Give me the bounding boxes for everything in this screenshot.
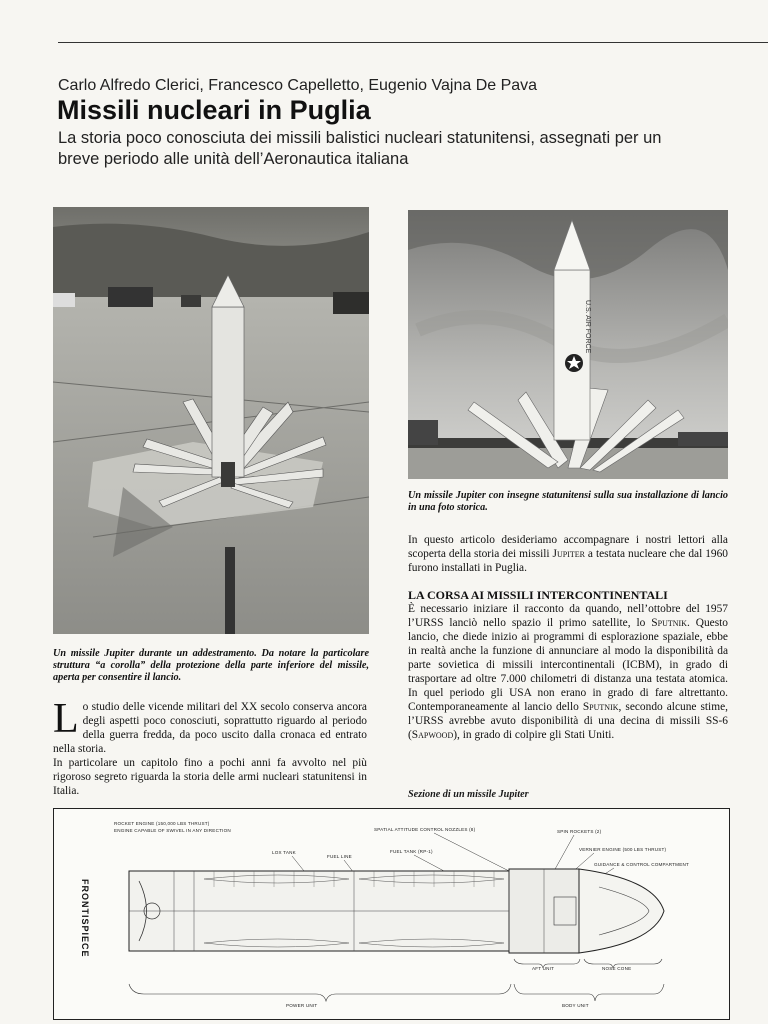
intro-paragraph [53, 696, 367, 756]
section-heading: LA CORSA AI MISSILI INTERCONTINENTALI [408, 588, 668, 602]
label-fuel-line: FUEL LINE [327, 854, 352, 859]
missile-cutaway-body [129, 869, 664, 953]
photo-jupiter-us-insignia [408, 210, 728, 479]
article-intro-text-a: In questo articolo desideriamo accompagnare i nostri lettori alla scoperta della storia dei missili [408, 534, 728, 560]
label-vernier-engine: VERNIER ENGINE (500 LBS THRUST) [579, 847, 667, 852]
frontispiece-label: FRONTISPIECE [80, 879, 90, 958]
label-nose-cone: NOSE CONE [602, 966, 632, 971]
photo1-caption: Un missile Jupiter durante un addestramento. Da notare la particolare struttura “a corolla” della protezione della parte inferiore del missile, aperta per consentire il lancio. [53, 648, 369, 683]
left-column [53, 696, 367, 798]
section-body-a: È necessario iniziare il racconto da quando, nell’ottobre del 1957 l’URSS lanciò nello spazio il primo satellite, lo [408, 603, 728, 629]
label-aft-unit: AFT UNIT [532, 966, 555, 971]
diagram-caption: Sezione di un missile Jupiter [408, 789, 529, 800]
section-body [408, 602, 728, 742]
section-body-b: . Questo lancio, che diede inizio ai programmi di esplorazione spaziale, ebbe in realtà anche la funzione di annunciare al modo la disponibilità da parte sovietica di missili intercontinentali (ICBM), in grado di trasportare ad oltre 7.000 chilometri di distanza una testata atomica. In quel periodo gli USA non erano in grado di fare altrettanto. Contemporaneamente al lancio dello [408, 617, 729, 713]
section-body-d: ), in grado di colpire gli Stati Uniti. [453, 729, 615, 741]
sputnik-smallcaps-2: Sputnik [582, 701, 619, 713]
sapwood-smallcaps: Sapwood [411, 729, 454, 741]
intro-paragraph-text: o studio delle vicende militari del XX secolo conserva ancora degli aspetti poco conosciuti, soprattutto riguardo al periodo della guerra fredda, da poco uscito dalla cronaca ed entrato nella storia. [53, 701, 367, 755]
label-spin-rockets: SPIN ROCKETS (2) [557, 829, 602, 834]
jupiter-cutaway-diagram [53, 808, 730, 1020]
section-body-c: , secondo alcune stime, l’URSS avrebbe avuto disponibilità di una decina di missili SS-6 ( [408, 701, 728, 741]
label-spatial-attitude: SPATIAL ATTITUDE CONTROL NOZZLES (8) [374, 827, 476, 832]
photo2-caption: Un missile Jupiter con insegne statunitensi sulla sua installazione di lancio in una foto storica. [408, 490, 728, 513]
label-lox-tank: LOX TANK [272, 850, 296, 855]
article-subtitle: La storia poco conosciuta dei missili balistici nucleari statunitensi, assegnati per un breve periodo alle unità dell’Aeronautica italiana [58, 129, 662, 168]
top-rule [58, 42, 768, 43]
label-engine-swivel: ENGINE CAPABLE OF SWIVEL IN ANY DIRECTION [114, 828, 231, 833]
photo-jupiter-training [53, 207, 369, 634]
right-column [408, 533, 728, 742]
label-fuel-tank: FUEL TANK (RP-1) [390, 849, 433, 854]
sputnik-smallcaps-1: Sputnik [651, 617, 687, 629]
label-power-unit: POWER UNIT [286, 1003, 318, 1008]
missile-marking-text: U.S. AIR FORCE [584, 300, 591, 354]
label-body-unit: BODY UNIT [562, 1003, 589, 1008]
label-guidance: GUIDANCE & CONTROL COMPARTMENT [594, 862, 689, 867]
label-rocket-engine: ROCKET ENGINE (150,000 LBS THRUST) [114, 821, 210, 826]
drop-cap: L [53, 696, 79, 742]
article-intro-text-b: a testata nucleare che dal 1960 furono installati in Puglia. [408, 548, 728, 574]
article-title: Missili nucleari in Puglia [57, 95, 371, 125]
article-intro [408, 533, 728, 575]
jupiter-smallcaps: Jupiter [552, 548, 585, 560]
secret-paragraph: In particolare un capitolo fino a pochi anni fa avvolto nel più rigoroso segreto riguarda la storia delle armi nucleari statunitensi in Italia. [53, 757, 367, 797]
article-authors: Carlo Alfredo Clerici, Francesco Capelletto, Eugenio Vajna De Pava [58, 77, 538, 94]
